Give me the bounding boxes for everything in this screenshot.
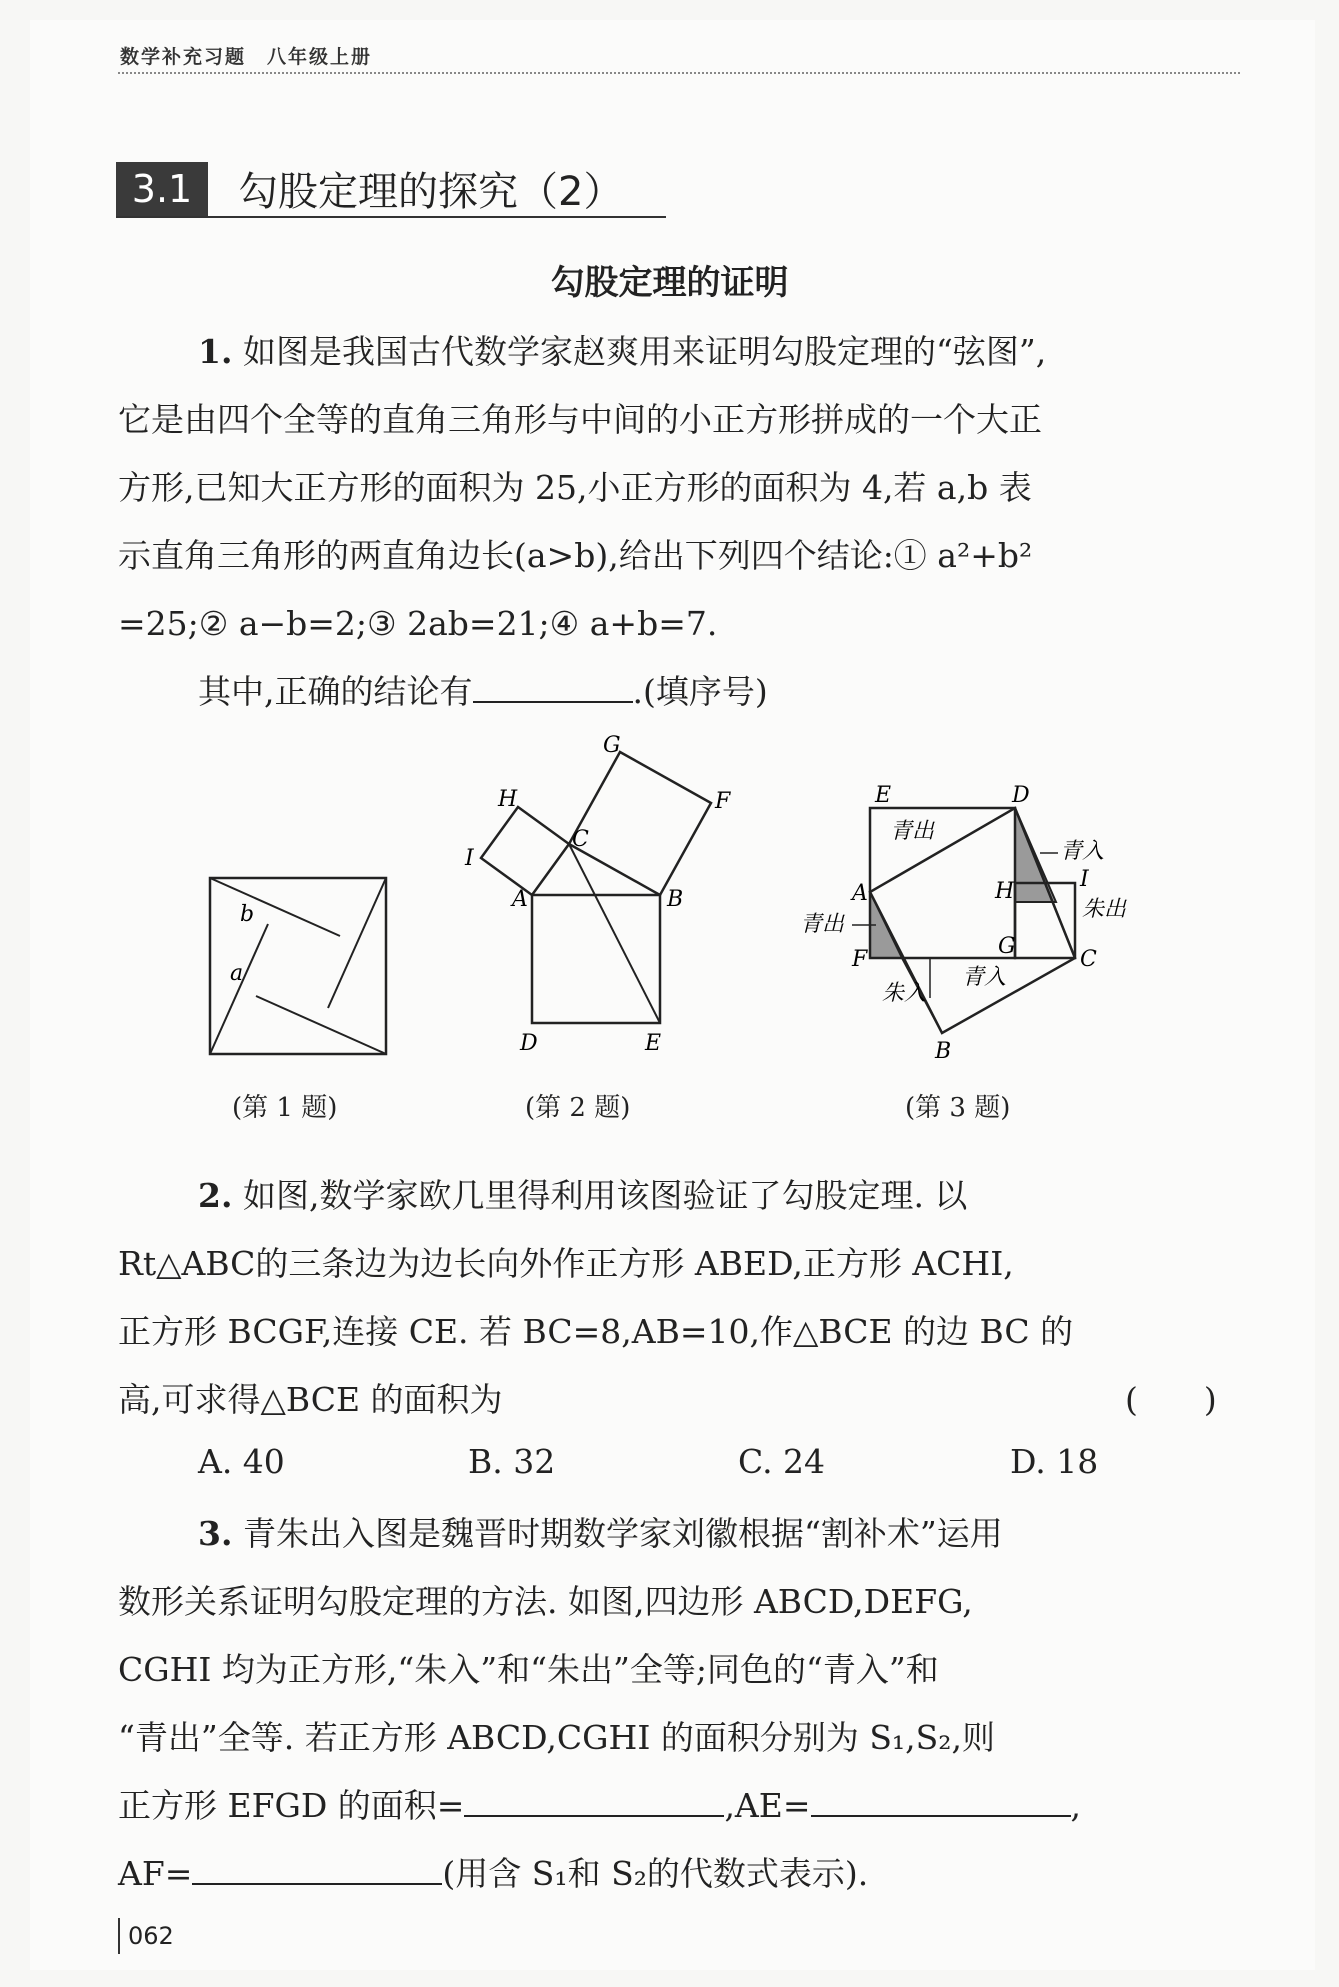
fig2-label-E: E bbox=[645, 1031, 662, 1056]
q3-line-2: 数形关系证明勾股定理的方法. 如图,四边形 ABCD,DEFG, bbox=[118, 1582, 973, 1621]
fig3-label-B: B bbox=[935, 1039, 952, 1064]
q1-line-2: 它是由四个全等的直角三角形与中间的小正方形拼成的一个大正 bbox=[118, 400, 1042, 439]
figure-2 bbox=[455, 733, 731, 1064]
fig3-label-qingchu-left: 青出 bbox=[800, 912, 845, 937]
fig1-label-a: a bbox=[230, 961, 244, 986]
page-number: 062 bbox=[118, 1918, 174, 1954]
header-rule bbox=[118, 72, 1240, 74]
figure-3 bbox=[790, 778, 1160, 1072]
fig3-label-E: E bbox=[875, 783, 892, 808]
q1-answer-blank[interactable] bbox=[473, 671, 633, 703]
q1-suffix: .(填序号) bbox=[632, 672, 768, 711]
fig3-label-I: I bbox=[1080, 867, 1089, 892]
q3-af-blank[interactable] bbox=[192, 1853, 442, 1885]
q2-text-1: 如图,数学家欧几里得利用该图验证了勾股定理. 以 bbox=[242, 1176, 968, 1215]
fig3-label-zhuchu: 朱出 bbox=[1082, 897, 1127, 922]
q1-line-6 bbox=[118, 658, 1322, 726]
fig3-label-qingru-bottom: 青入 bbox=[962, 965, 1007, 990]
fig3-label-G: G bbox=[998, 934, 1016, 959]
q3-ae-blank[interactable] bbox=[811, 1785, 1071, 1817]
q3-area-prompt: 正方形 EFGD 的面积= bbox=[118, 1786, 465, 1825]
q1-line-5: =25;② a−b=2;③ 2ab=21;④ a+b=7. bbox=[118, 604, 718, 643]
q3-ae-prompt: ,AE= bbox=[724, 1786, 811, 1825]
q3-line-4: “青出”全等. 若正方形 ABCD,CGHI 的面积分别为 S₁,S₂,则 bbox=[118, 1718, 995, 1757]
figure-1-caption: (第 1 题) bbox=[232, 1093, 338, 1123]
q3-text-1: 青朱出入图是魏晋时期数学家刘徽根据“割补术”运用 bbox=[242, 1514, 1003, 1553]
fig2-label-F: F bbox=[715, 789, 731, 814]
q1-line-3: 方形,已知大正方形的面积为 25,小正方形的面积为 4,若 a,b 表 bbox=[118, 468, 1032, 507]
page-subtitle: 勾股定理的证明 bbox=[550, 263, 789, 303]
fig3-label-F: F bbox=[852, 947, 868, 972]
q3-line-3: CGHI 均为正方形,“朱入”和“朱出”全等;同色的“青入”和 bbox=[118, 1650, 939, 1689]
q2-number: 2. bbox=[198, 1176, 233, 1215]
fig2-label-C: C bbox=[572, 827, 589, 852]
q2-line-1 bbox=[118, 1162, 1322, 1230]
fig2-label-A: A bbox=[512, 887, 528, 912]
q3-line-1 bbox=[118, 1500, 1322, 1568]
q2-line-4: 高,可求得△BCE 的面积为 bbox=[118, 1380, 503, 1419]
q3-comma: , bbox=[1070, 1786, 1081, 1825]
fig2-label-G: G bbox=[603, 733, 621, 758]
q3-area-blank[interactable] bbox=[464, 1785, 724, 1817]
q1-text-1: 如图是我国古代数学家赵爽用来证明勾股定理的“弦图”, bbox=[242, 332, 1047, 371]
figure-2-caption: (第 2 题) bbox=[525, 1093, 631, 1123]
fig3-label-qingchu-top: 青出 bbox=[890, 819, 935, 844]
fig2-label-B: B bbox=[667, 887, 684, 912]
q1-line-4: 示直角三角形的两直角边长(a>b),给出下列四个结论:① a²+b² bbox=[118, 536, 1033, 575]
q2-option-b[interactable]: B. 32 bbox=[468, 1442, 556, 1481]
fig3-label-C: C bbox=[1080, 947, 1097, 972]
figure-1 bbox=[200, 868, 400, 1072]
q1-line-1 bbox=[118, 318, 1322, 386]
q3-line-6 bbox=[118, 1840, 1242, 1908]
q2-line-3: 正方形 BCGF,连接 CE. 若 BC=8,AB=10,作△BCE 的边 BC 的 bbox=[118, 1312, 1074, 1351]
q2-answer-paren[interactable]: ( ) bbox=[1125, 1380, 1217, 1419]
running-head: 数学补充习题 八年级上册 bbox=[120, 46, 373, 68]
fig2-label-D: D bbox=[520, 1031, 538, 1056]
q3-number: 3. bbox=[198, 1514, 233, 1553]
figure-3-caption: (第 3 题) bbox=[905, 1093, 1011, 1123]
q2-option-c[interactable]: C. 24 bbox=[738, 1442, 826, 1481]
fig3-label-zhuru: 朱入 bbox=[882, 981, 927, 1006]
section-rule bbox=[116, 216, 666, 218]
fig1-label-b: b bbox=[240, 902, 255, 927]
fig2-label-H: H bbox=[498, 787, 518, 812]
fig3-label-A: A bbox=[852, 881, 868, 906]
fig3-label-H: H bbox=[995, 879, 1015, 904]
q2-line-2: Rt△ABC的三条边为边长向外作正方形 ABED,正方形 ACHI, bbox=[118, 1244, 1014, 1283]
q3-af-prompt: AF= bbox=[118, 1854, 193, 1893]
section-number: 3.1 bbox=[116, 162, 208, 216]
q2-option-d[interactable]: D. 18 bbox=[1010, 1442, 1099, 1481]
q3-instruction: (用含 S₁和 S₂的代数式表示). bbox=[442, 1854, 869, 1893]
q3-line-5 bbox=[118, 1772, 1242, 1840]
fig3-label-D: D bbox=[1012, 783, 1030, 808]
q2-option-a[interactable]: A. 40 bbox=[198, 1442, 285, 1481]
section-title: 勾股定理的探究（2） bbox=[238, 169, 624, 215]
fig3-label-qingru-right: 青入 bbox=[1060, 839, 1105, 864]
q1-number: 1. bbox=[198, 332, 233, 371]
q1-prompt: 其中,正确的结论有 bbox=[198, 672, 473, 711]
fig2-label-I: I bbox=[465, 846, 474, 871]
